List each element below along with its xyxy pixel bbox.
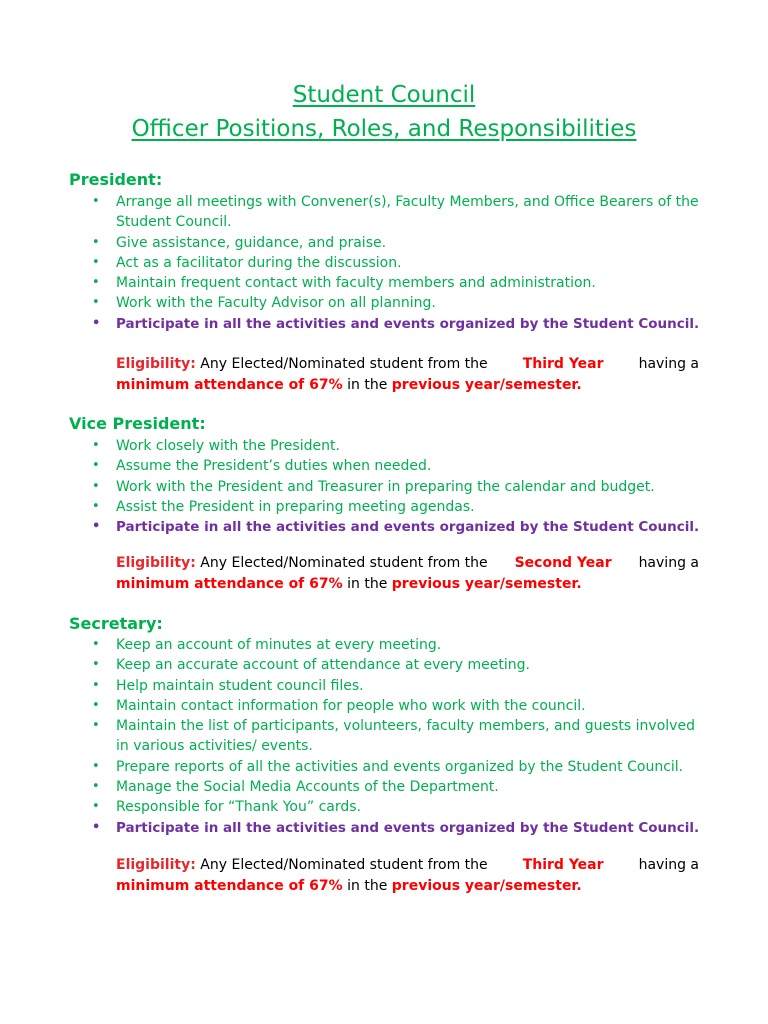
page-subtitle: Officer Positions, Roles, and Responsibilities (131, 116, 637, 142)
list-item: • Maintain the list of participants, volunteers, faculty members, and guests involved in various activities/ events. (92, 716, 702, 757)
section-heading-president: President: (69, 170, 163, 189)
eligibility-label: Eligibility: (116, 555, 196, 571)
eligibility-attendance: minimum attendance of 67% (116, 878, 343, 894)
page-title: Student Council (292, 82, 476, 108)
section-heading-vice-president: Vice President: (69, 414, 206, 433)
eligibility-secretary (116, 855, 699, 897)
list-item: • Assist the President in preparing meeting agendas. (92, 497, 702, 517)
list-item-participate: • Participate in all the activities and events organized by the Student Council. (92, 314, 702, 334)
eligibility-vice-president (116, 553, 699, 595)
list-item: • Responsible for “Thank You” cards. (92, 797, 702, 817)
eligibility-year: Third Year (522, 857, 604, 873)
list-item: • Maintain contact information for people who work with the council. (92, 696, 702, 716)
list-item: • Work closely with the President. (92, 436, 702, 456)
eligibility-text: having a (638, 356, 699, 372)
eligibility-attendance: minimum attendance of 67% (116, 576, 343, 592)
eligibility-text: in the (347, 576, 388, 592)
eligibility-text: Any Elected/Nominated student from the (200, 356, 488, 372)
eligibility-text: Any Elected/Nominated student from the (200, 857, 488, 873)
vice-president-duties-list (92, 436, 702, 537)
eligibility-year: Third Year (522, 356, 604, 372)
list-item-participate: • Participate in all the activities and events organized by the Student Council. (92, 517, 702, 537)
section-heading-secretary: Secretary: (69, 614, 163, 633)
list-item: • Maintain frequent contact with faculty members and administration. (92, 273, 702, 293)
eligibility-text: Any Elected/Nominated student from the (200, 555, 488, 571)
list-item: • Prepare reports of all the activities and events organized by the Student Council. (92, 757, 702, 777)
list-item: • Work with the Faculty Advisor on all planning. (92, 293, 702, 313)
eligibility-text: in the (347, 377, 388, 393)
eligibility-year: Second Year (514, 555, 612, 571)
list-item: • Work with the President and Treasurer in preparing the calendar and budget. (92, 477, 702, 497)
president-duties-list (92, 192, 702, 334)
list-item-participate: • Participate in all the activities and events organized by the Student Council. (92, 818, 702, 838)
eligibility-text: having a (638, 857, 699, 873)
list-item: • Arrange all meetings with Convener(s), Faculty Members, and Office Bearers of the Student Council. (92, 192, 702, 233)
eligibility-text: in the (347, 878, 388, 894)
list-item: • Help maintain student council files. (92, 676, 702, 696)
secretary-duties-list (92, 635, 702, 838)
eligibility-text: having a (638, 555, 699, 571)
list-item: • Keep an accurate account of attendance at every meeting. (92, 655, 702, 675)
eligibility-period: previous year/semester. (391, 576, 582, 592)
list-item: • Give assistance, guidance, and praise. (92, 233, 702, 253)
list-item: • Keep an account of minutes at every meeting. (92, 635, 702, 655)
eligibility-attendance: minimum attendance of 67% (116, 377, 343, 393)
list-item: • Assume the President’s duties when needed. (92, 456, 702, 476)
eligibility-president (116, 354, 699, 396)
list-item: • Act as a facilitator during the discussion. (92, 253, 702, 273)
eligibility-label: Eligibility: (116, 356, 196, 372)
eligibility-period: previous year/semester. (391, 878, 582, 894)
eligibility-label: Eligibility: (116, 857, 196, 873)
list-item: • Manage the Social Media Accounts of the Department. (92, 777, 702, 797)
eligibility-period: previous year/semester. (391, 377, 582, 393)
